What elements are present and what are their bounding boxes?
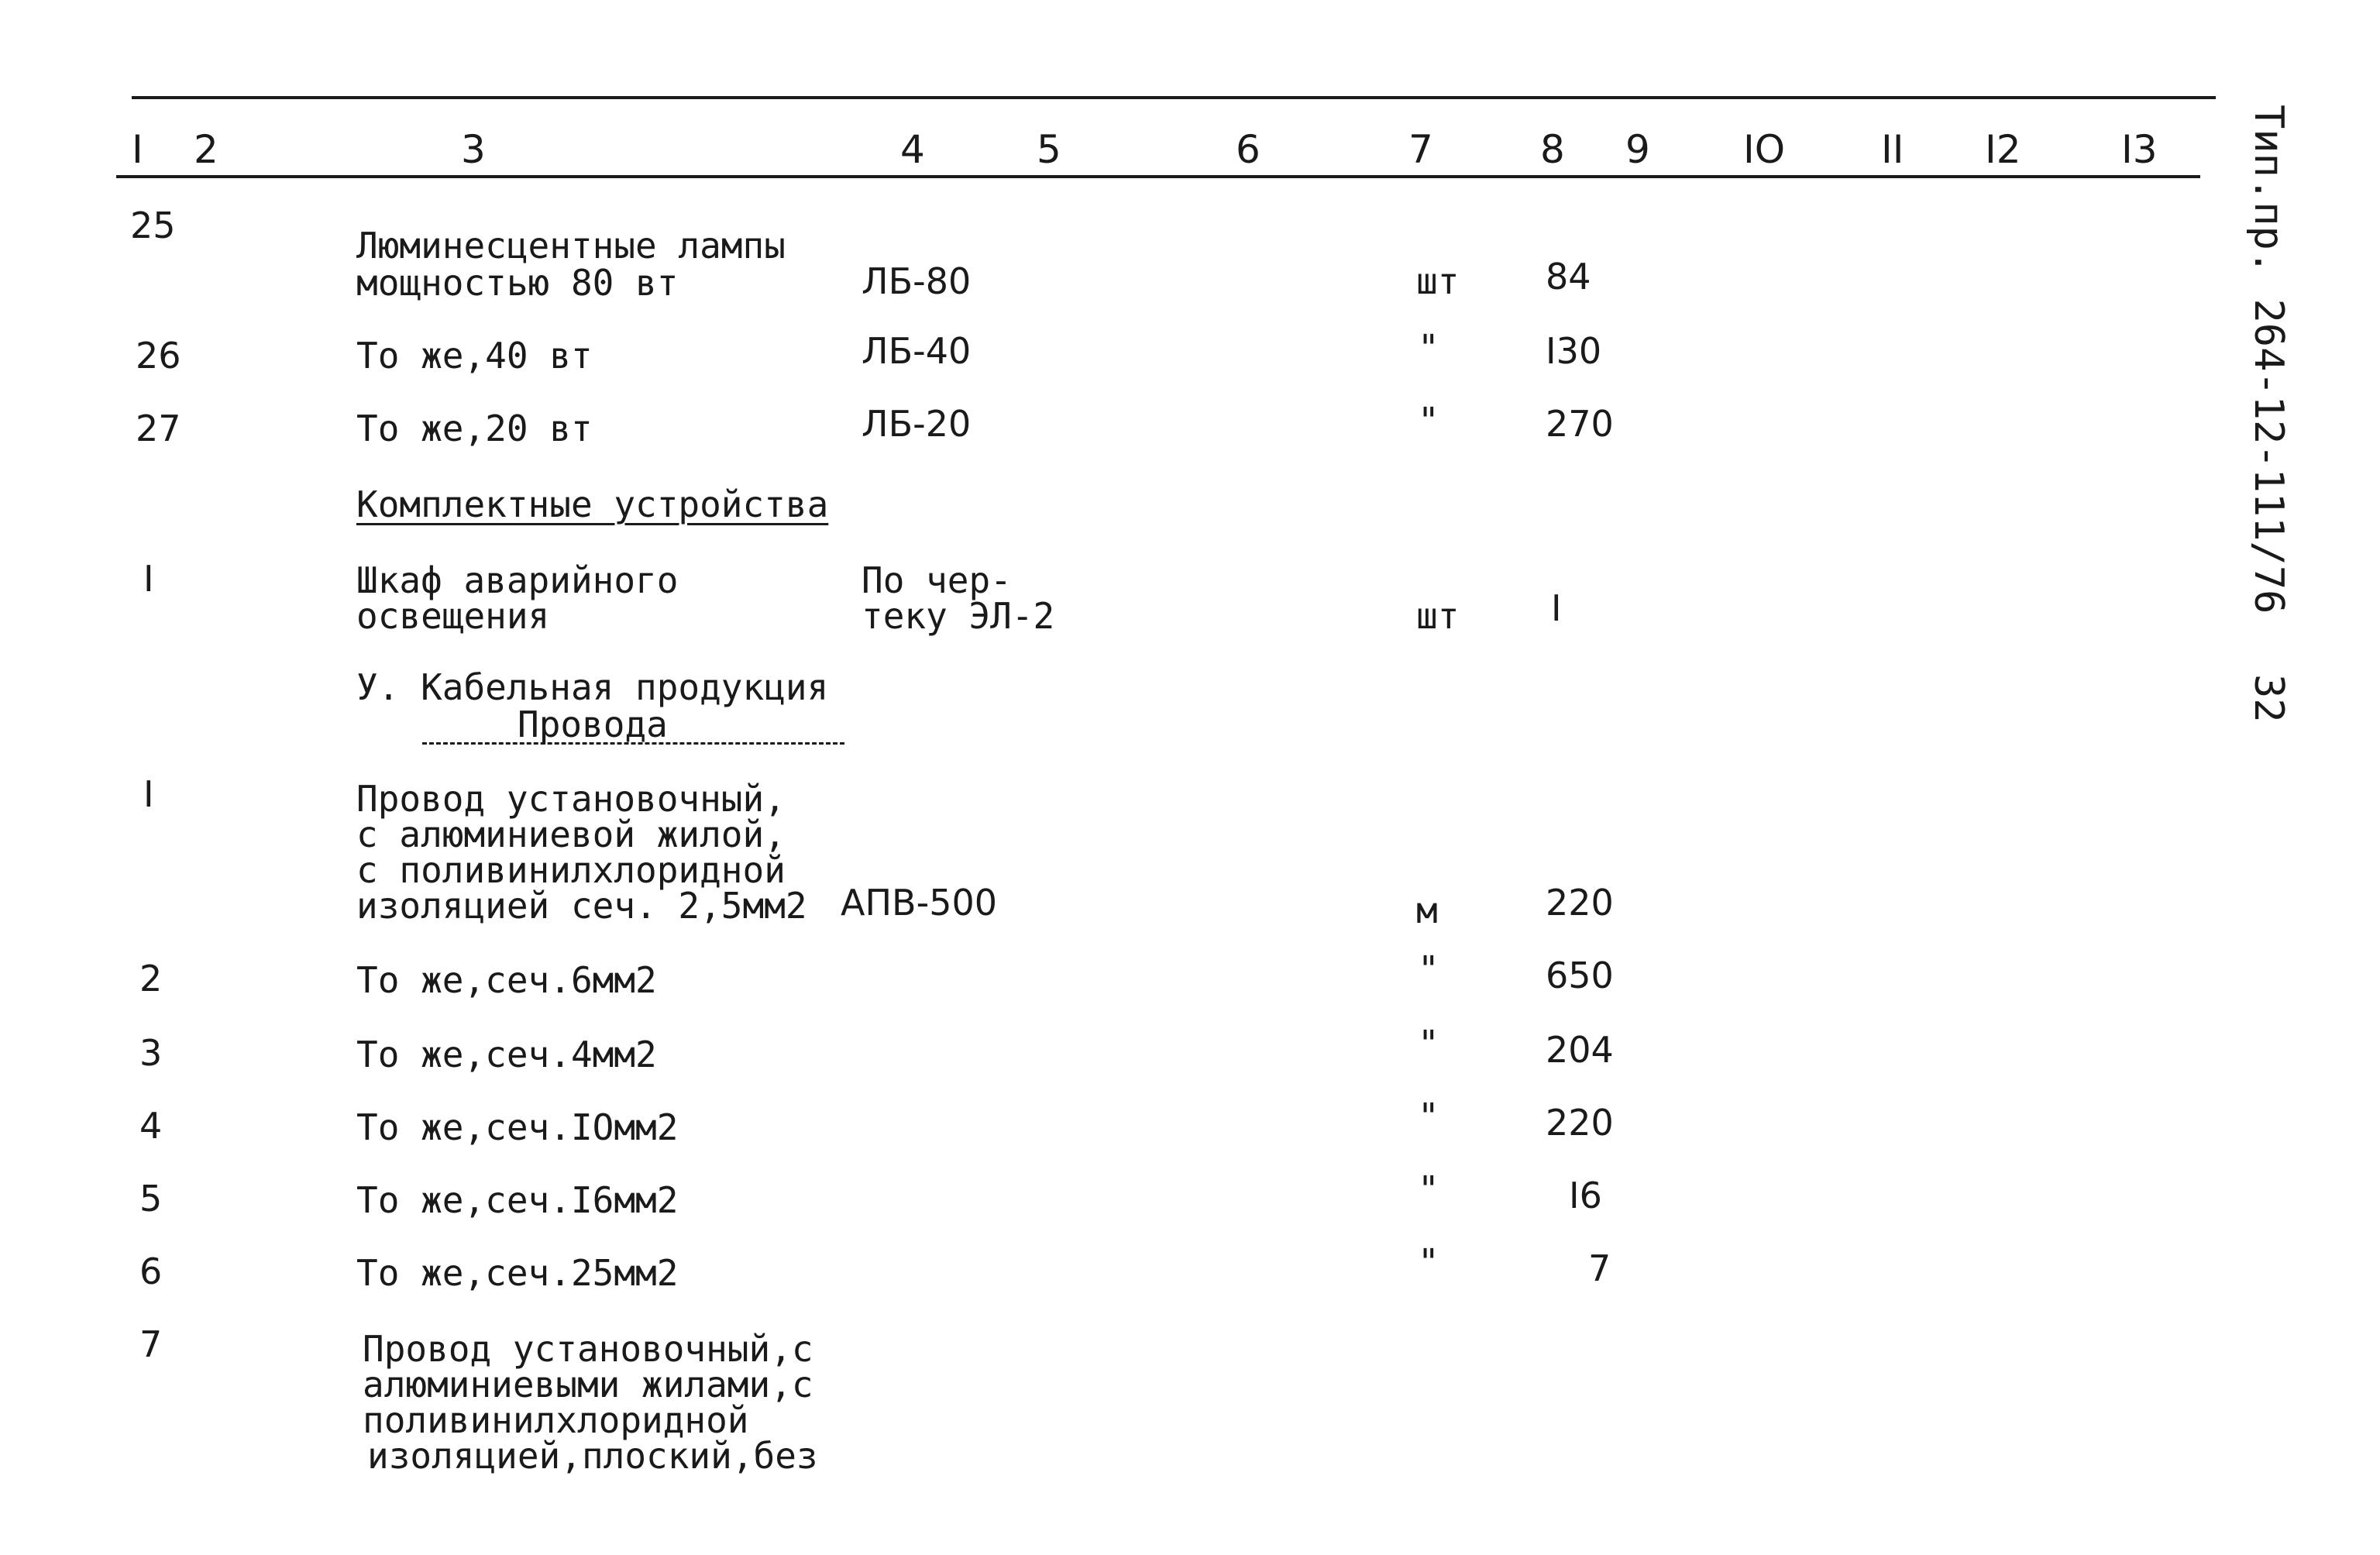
section-title: У. Кабельная продукция bbox=[356, 666, 829, 708]
row-unit: " bbox=[1418, 327, 1439, 369]
row-name: Провод установочный, bbox=[356, 778, 786, 820]
row-name: с алюминиевой жилой, bbox=[356, 814, 786, 855]
row-qty: 84 bbox=[1546, 256, 1591, 298]
section-title: Комплектные устройства bbox=[356, 483, 829, 525]
col-header-10: IO bbox=[1743, 127, 1786, 172]
row-name: Шкаф аварийного bbox=[356, 559, 679, 601]
row-name: мощностью 80 вт bbox=[356, 262, 679, 304]
top-rule bbox=[132, 96, 2216, 99]
row-name: То же,сеч.6мм2 bbox=[356, 959, 657, 1001]
row-name: с поливинилхлоридной bbox=[356, 849, 786, 891]
row-unit: " bbox=[1418, 1241, 1439, 1283]
row-num: 3 bbox=[139, 1032, 163, 1074]
row-name: Провод установочный,с bbox=[363, 1328, 813, 1370]
col-header-5: 5 bbox=[1037, 127, 1061, 172]
col-header-1: I bbox=[132, 127, 143, 172]
row-unit: шт bbox=[1416, 595, 1460, 637]
row-name: поливинилхлоридной bbox=[363, 1399, 749, 1441]
row-num: 27 bbox=[136, 408, 181, 449]
row-qty: 204 bbox=[1546, 1029, 1614, 1071]
section-rule bbox=[422, 742, 844, 745]
row-qty: I6 bbox=[1569, 1175, 1602, 1216]
row-num: 4 bbox=[139, 1105, 163, 1147]
row-mark: АПВ-500 bbox=[841, 882, 998, 924]
row-unit: " bbox=[1418, 1096, 1439, 1137]
row-unit: м bbox=[1416, 889, 1438, 931]
col-header-12: I2 bbox=[1985, 127, 2021, 172]
row-qty: 650 bbox=[1546, 955, 1614, 996]
row-qty: 220 bbox=[1546, 882, 1614, 924]
row-mark: По чер- bbox=[862, 559, 1012, 601]
doc-code: Тип.пр. 264-12-111/76 bbox=[2245, 105, 2292, 614]
col-header-3: 3 bbox=[461, 127, 486, 172]
row-num: 25 bbox=[130, 205, 176, 246]
row-mark: теку ЭЛ-2 bbox=[862, 595, 1055, 637]
row-unit: " bbox=[1418, 400, 1439, 442]
row-name: То же,сеч.25мм2 bbox=[356, 1252, 679, 1294]
header-rule bbox=[116, 175, 2200, 178]
row-num: I bbox=[143, 773, 154, 815]
row-unit: шт bbox=[1416, 260, 1460, 302]
row-qty: I bbox=[1551, 587, 1562, 629]
col-header-6: 6 bbox=[1236, 127, 1261, 172]
row-name: изоляцией,плоский,без bbox=[367, 1435, 818, 1477]
col-header-4: 4 bbox=[900, 127, 925, 172]
row-name: То же,сеч.4мм2 bbox=[356, 1034, 657, 1075]
row-mark: ЛБ-20 bbox=[862, 403, 972, 445]
row-name: То же,сеч.IOмм2 bbox=[356, 1106, 679, 1148]
row-num: 2 bbox=[139, 958, 163, 999]
page-number: 32 bbox=[2245, 674, 2292, 723]
col-header-2: 2 bbox=[194, 127, 218, 172]
row-mark: ЛБ-40 bbox=[862, 330, 972, 372]
row-num: 6 bbox=[139, 1251, 163, 1292]
row-unit: " bbox=[1418, 948, 1439, 990]
row-unit: " bbox=[1418, 1168, 1439, 1210]
row-num: 5 bbox=[139, 1178, 163, 1220]
col-header-13: I3 bbox=[2121, 127, 2158, 172]
row-qty: 270 bbox=[1546, 403, 1614, 445]
row-name: Люминесцентные лампы bbox=[356, 225, 786, 267]
section-subtitle: Провода bbox=[518, 704, 668, 745]
row-name: То же,20 вт bbox=[356, 408, 593, 449]
row-qty: 7 bbox=[1588, 1247, 1611, 1289]
row-unit: " bbox=[1418, 1023, 1439, 1065]
row-num: 7 bbox=[139, 1323, 163, 1365]
row-name: То же,сеч.I6мм2 bbox=[356, 1179, 679, 1221]
row-qty: 220 bbox=[1546, 1102, 1614, 1144]
row-name: изоляцией сеч. 2,5мм2 bbox=[356, 885, 807, 927]
row-name: освещения bbox=[356, 595, 550, 637]
row-name: алюминиевыми жилами,с bbox=[363, 1364, 813, 1405]
row-mark: ЛБ-80 bbox=[862, 260, 972, 302]
col-header-9: 9 bbox=[1625, 127, 1650, 172]
col-header-8: 8 bbox=[1540, 127, 1565, 172]
row-num: I bbox=[143, 558, 154, 600]
row-num: 26 bbox=[136, 335, 181, 377]
col-header-11: II bbox=[1881, 127, 1904, 172]
row-qty: I30 bbox=[1546, 330, 1602, 372]
row-name: То же,40 вт bbox=[356, 335, 593, 377]
col-header-7: 7 bbox=[1408, 127, 1433, 172]
